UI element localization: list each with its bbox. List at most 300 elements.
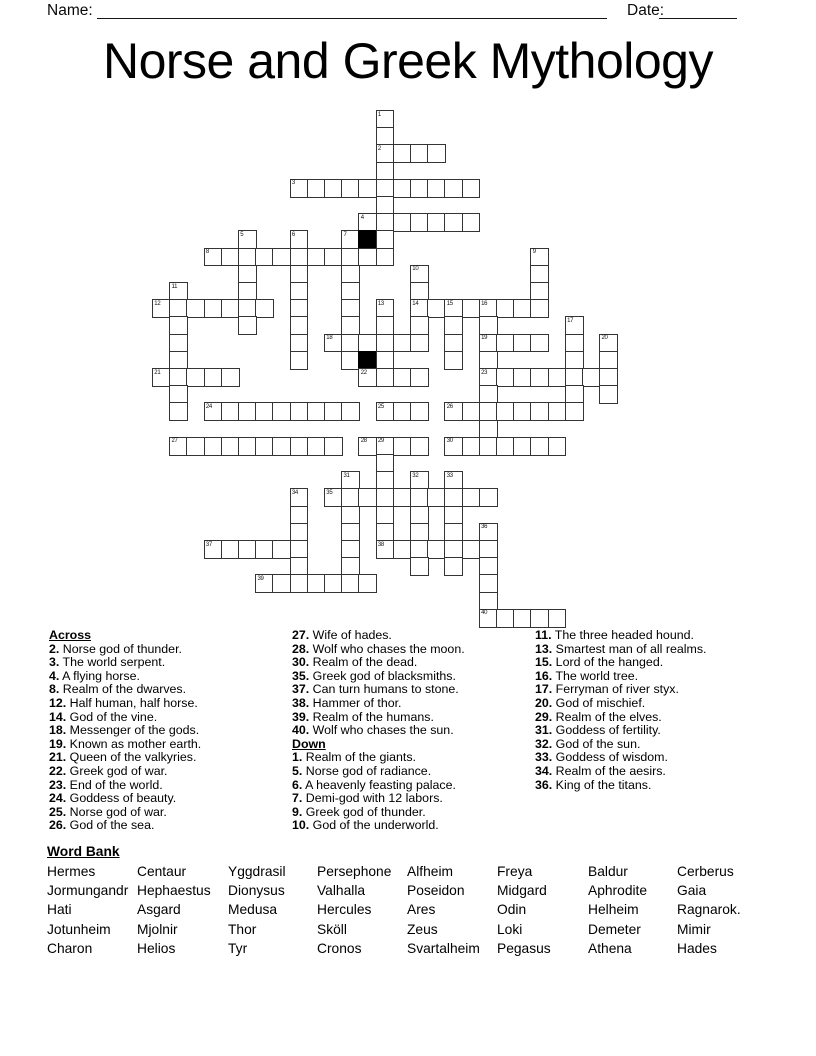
grid-cell[interactable]: [169, 282, 188, 301]
word-bank-word: Hercules: [317, 902, 372, 918]
grid-cell[interactable]: [376, 144, 395, 163]
grid-cell[interactable]: [324, 402, 343, 421]
cell-number: 39: [257, 575, 264, 582]
word-bank-word: Medusa: [228, 902, 278, 918]
grid-cell[interactable]: [376, 110, 395, 129]
grid-cell[interactable]: [496, 368, 515, 387]
clue-29: 29. Realm of the elves.: [535, 709, 662, 724]
grid-cell[interactable]: [255, 248, 274, 267]
word-bank-word: Hephaestus: [137, 882, 211, 898]
cell-number: 20: [601, 335, 608, 342]
grid-cell[interactable]: [290, 488, 309, 507]
grid-cell[interactable]: [272, 402, 291, 421]
grid-cell[interactable]: [290, 523, 309, 542]
grid-cell[interactable]: [479, 437, 498, 456]
grid-cell[interactable]: [410, 179, 429, 198]
grid-cell[interactable]: [204, 299, 223, 318]
grid-cell[interactable]: [169, 351, 188, 370]
grid-cell[interactable]: [393, 144, 412, 163]
grid-cell[interactable]: [152, 368, 171, 387]
grid-cell[interactable]: [169, 385, 188, 404]
grid-cell[interactable]: [410, 506, 429, 525]
clue-column-1: [49, 629, 201, 833]
grid-cell[interactable]: [393, 488, 412, 507]
grid-cell[interactable]: [290, 179, 309, 198]
grid-cell[interactable]: [290, 265, 309, 284]
grid-cell[interactable]: [324, 334, 343, 353]
grid-cell[interactable]: [513, 334, 532, 353]
grid-cell[interactable]: [169, 402, 188, 421]
grid-cell[interactable]: [530, 334, 549, 353]
grid-cell[interactable]: [255, 574, 274, 593]
clue-33: 33. Goddess of wisdom.: [535, 750, 668, 765]
grid-cell[interactable]: [513, 437, 532, 456]
grid-cell[interactable]: [410, 265, 429, 284]
grid-cell[interactable]: [238, 402, 257, 421]
grid-cell[interactable]: [376, 437, 395, 456]
name-blank-line[interactable]: [97, 2, 607, 19]
grid-cell[interactable]: [479, 368, 498, 387]
word-bank-word: Tyr: [228, 941, 248, 957]
grid-cell[interactable]: [410, 368, 429, 387]
grid-cell[interactable]: [376, 248, 395, 267]
cell-number: 10: [412, 266, 419, 273]
grid-cell[interactable]: [324, 488, 343, 507]
grid-cell[interactable]: [513, 609, 532, 628]
grid-cell[interactable]: [341, 248, 360, 267]
grid-cell[interactable]: [530, 248, 549, 267]
grid-cell[interactable]: [341, 334, 360, 353]
clue-35: 35. Greek god of blacksmiths.: [292, 668, 456, 683]
cell-number: 21: [154, 369, 161, 376]
grid-cell[interactable]: [444, 471, 463, 490]
grid-cell[interactable]: [479, 609, 498, 628]
grid-cell[interactable]: [204, 437, 223, 456]
grid-cell[interactable]: [565, 368, 584, 387]
grid-cell[interactable]: [530, 265, 549, 284]
grid-cell[interactable]: [376, 454, 395, 473]
grid-cell[interactable]: [152, 299, 171, 318]
word-bank-word: Sköll: [317, 921, 347, 937]
grid-cell[interactable]: [272, 248, 291, 267]
grid-cell[interactable]: [376, 351, 395, 370]
grid-cell[interactable]: [341, 282, 360, 301]
grid-cell[interactable]: [599, 368, 618, 387]
grid-cell[interactable]: [341, 316, 360, 335]
grid-cell[interactable]: [462, 488, 481, 507]
grid-cell[interactable]: [290, 506, 309, 525]
grid-cell[interactable]: [341, 523, 360, 542]
grid-cell[interactable]: [290, 248, 309, 267]
word-bank-word: Dionysus: [228, 882, 285, 898]
cell-number: 19: [481, 335, 488, 342]
grid-cell[interactable]: [444, 179, 463, 198]
grid-cell[interactable]: [548, 437, 567, 456]
grid-cell[interactable]: [255, 299, 274, 318]
grid-cell[interactable]: [530, 282, 549, 301]
word-bank-word: Ragnarok.: [677, 902, 741, 918]
clue-40: 40. Wolf who chases the sun.: [292, 723, 454, 738]
grid-cell[interactable]: [376, 506, 395, 525]
grid-cell[interactable]: [410, 488, 429, 507]
grid-cell[interactable]: [238, 230, 257, 249]
grid-cell[interactable]: [410, 540, 429, 559]
grid-cell[interactable]: [290, 282, 309, 301]
grid-cell[interactable]: [393, 540, 412, 559]
grid-cell[interactable]: [376, 162, 395, 181]
grid-cell[interactable]: [393, 213, 412, 232]
word-bank-word: Hati: [47, 902, 72, 918]
clue-9: 9. Greek god of thunder.: [292, 804, 426, 819]
grid-cell[interactable]: [548, 609, 567, 628]
grid-cell[interactable]: [462, 299, 481, 318]
grid-cell[interactable]: [427, 213, 446, 232]
down-heading: Down: [292, 736, 326, 751]
grid-cell[interactable]: [221, 368, 240, 387]
cell-number: 4: [360, 214, 364, 221]
grid-cell[interactable]: [496, 402, 515, 421]
grid-cell[interactable]: [341, 506, 360, 525]
clue-7: 7. Demi-god with 12 labors.: [292, 791, 443, 806]
grid-cell[interactable]: [238, 540, 257, 559]
grid-cell[interactable]: [238, 299, 257, 318]
grid-cell[interactable]: [255, 540, 274, 559]
grid-cell[interactable]: [341, 265, 360, 284]
cell-number: 3: [291, 180, 295, 187]
grid-cell[interactable]: [290, 402, 309, 421]
cell-number: 31: [343, 472, 350, 479]
grid-cell[interactable]: [479, 540, 498, 559]
word-bank-word: Cronos: [317, 941, 362, 957]
grid-cell[interactable]: [238, 316, 257, 335]
cell-number: 35: [326, 489, 333, 496]
clue-28: 28. Wolf who chases the moon.: [292, 641, 465, 656]
grid-cell[interactable]: [358, 179, 377, 198]
grid-cell[interactable]: [376, 402, 395, 421]
grid-cell[interactable]: [221, 437, 240, 456]
cell-number: 15: [446, 300, 453, 307]
grid-cell[interactable]: [427, 488, 446, 507]
grid-cell[interactable]: [410, 299, 429, 318]
grid-cell[interactable]: [565, 351, 584, 370]
grid-cell[interactable]: [221, 248, 240, 267]
grid-cell[interactable]: [341, 488, 360, 507]
grid-cell[interactable]: [290, 299, 309, 318]
grid-cell[interactable]: [479, 420, 498, 439]
clue-37: 37. Can turn humans to stone.: [292, 682, 459, 697]
grid-cell[interactable]: [479, 488, 498, 507]
grid-cell[interactable]: [479, 402, 498, 421]
cell-number: 17: [567, 317, 574, 324]
grid-cell[interactable]: [358, 488, 377, 507]
grid-cell[interactable]: [272, 540, 291, 559]
word-bank-word: Helios: [137, 941, 176, 957]
grid-cell[interactable]: [307, 437, 326, 456]
grid-cell[interactable]: [376, 334, 395, 353]
clue-21: 21. Queen of the valkyries.: [49, 750, 197, 765]
grid-cell[interactable]: [462, 213, 481, 232]
grid-cell[interactable]: [169, 368, 188, 387]
grid-cell[interactable]: [410, 334, 429, 353]
across-heading: Across: [49, 628, 92, 642]
grid-cell[interactable]: [290, 230, 309, 249]
grid-cell[interactable]: [582, 368, 601, 387]
grid-cell[interactable]: [530, 368, 549, 387]
grid-cell[interactable]: [599, 351, 618, 370]
grid-cell[interactable]: [548, 368, 567, 387]
grid-cell[interactable]: [479, 351, 498, 370]
grid-cell[interactable]: [169, 437, 188, 456]
grid-cell[interactable]: [290, 437, 309, 456]
grid-cell[interactable]: [324, 437, 343, 456]
grid-cell[interactable]: [255, 437, 274, 456]
grid-cell[interactable]: [444, 213, 463, 232]
date-blank-line[interactable]: [659, 2, 737, 19]
grid-cell[interactable]: [307, 248, 326, 267]
grid-cell[interactable]: [169, 316, 188, 335]
grid-cell[interactable]: [496, 437, 515, 456]
grid-cell[interactable]: [479, 592, 498, 611]
word-bank-word: Demeter: [588, 921, 641, 937]
grid-cell[interactable]: [479, 299, 498, 318]
grid-cell[interactable]: [376, 230, 395, 249]
word-bank-word: Aphrodite: [588, 882, 648, 898]
grid-cell[interactable]: [530, 609, 549, 628]
grid-cell[interactable]: [341, 557, 360, 576]
cell-number: 13: [377, 300, 384, 307]
grid-cell[interactable]: [341, 179, 360, 198]
grid-cell[interactable]: [496, 299, 515, 318]
word-bank-word: Jormungandr: [47, 882, 129, 898]
grid-cell[interactable]: [238, 248, 257, 267]
grid-cell[interactable]: [496, 334, 515, 353]
grid-cell[interactable]: [324, 248, 343, 267]
grid-cell[interactable]: [358, 574, 377, 593]
clue-17: 17. Ferryman of river styx.: [535, 682, 679, 697]
grid-cell[interactable]: [444, 506, 463, 525]
word-bank-word: Athena: [588, 941, 632, 957]
grid-cell[interactable]: [410, 437, 429, 456]
grid-cell[interactable]: [186, 437, 205, 456]
clue-23: 23. End of the world.: [49, 777, 163, 792]
grid-cell[interactable]: [376, 316, 395, 335]
grid-cell[interactable]: [513, 299, 532, 318]
clue-11: 11. The three headed hound.: [535, 628, 694, 642]
grid-cell[interactable]: [444, 316, 463, 335]
grid-cell[interactable]: [393, 368, 412, 387]
grid-cell[interactable]: [410, 557, 429, 576]
grid-cell[interactable]: [393, 334, 412, 353]
word-bank-word: Hades: [677, 941, 717, 957]
word-bank-word: Yggdrasil: [228, 863, 286, 879]
grid-cell[interactable]: [444, 557, 463, 576]
clue-13: 13. Smartest man of all realms.: [535, 641, 707, 656]
clue-34: 34. Realm of the aesirs.: [535, 763, 666, 778]
grid-cell[interactable]: [341, 351, 360, 370]
grid-cell[interactable]: [307, 179, 326, 198]
grid-cell[interactable]: [376, 299, 395, 318]
grid-cell[interactable]: [376, 179, 395, 198]
grid-cell[interactable]: [599, 334, 618, 353]
grid-cell[interactable]: [376, 196, 395, 215]
grid-cell[interactable]: [238, 282, 257, 301]
grid-cell[interactable]: [290, 557, 309, 576]
word-bank-word: Thor: [228, 921, 257, 937]
grid-cell[interactable]: [358, 248, 377, 267]
word-bank-word: Alfheim: [407, 863, 454, 879]
grid-cell[interactable]: [341, 402, 360, 421]
grid-cell[interactable]: [358, 334, 377, 353]
grid-cell[interactable]: [565, 334, 584, 353]
grid-cell[interactable]: [376, 471, 395, 490]
grid-cell[interactable]: [290, 316, 309, 335]
clue-2: 2. Norse god of thunder.: [49, 641, 182, 656]
grid-cell[interactable]: [444, 437, 463, 456]
grid-cell[interactable]: [410, 471, 429, 490]
grid-cell[interactable]: [427, 540, 446, 559]
grid-cell[interactable]: [358, 368, 377, 387]
grid-cell[interactable]: [204, 368, 223, 387]
grid-cell[interactable]: [462, 540, 481, 559]
grid-cell[interactable]: [376, 368, 395, 387]
grid-cell[interactable]: [444, 334, 463, 353]
grid-cell[interactable]: [530, 402, 549, 421]
grid-cell[interactable]: [548, 402, 567, 421]
grid-cell[interactable]: [255, 402, 274, 421]
grid-cell[interactable]: [427, 299, 446, 318]
grid-cell[interactable]: [204, 540, 223, 559]
grid-cell[interactable]: [410, 282, 429, 301]
cell-number: 38: [377, 541, 384, 548]
word-bank-word: Zeus: [407, 921, 438, 937]
cell-number: 8: [205, 249, 209, 256]
grid-cell[interactable]: [186, 368, 205, 387]
cell-number: 6: [291, 231, 295, 238]
grid-cell[interactable]: [565, 316, 584, 335]
grid-cell[interactable]: [238, 437, 257, 456]
clue-38: 38. Hammer of thor.: [292, 695, 402, 710]
grid-cell[interactable]: [444, 351, 463, 370]
grid-cell[interactable]: [307, 402, 326, 421]
grid-cell[interactable]: [513, 402, 532, 421]
grid-cell[interactable]: [307, 574, 326, 593]
grid-cell[interactable]: [513, 368, 532, 387]
clue-22: 22. Greek god of war.: [49, 763, 168, 778]
grid-cell[interactable]: [427, 179, 446, 198]
grid-cell[interactable]: [324, 574, 343, 593]
grid-cell[interactable]: [376, 213, 395, 232]
grid-cell[interactable]: [410, 316, 429, 335]
grid-cell[interactable]: [358, 213, 377, 232]
clue-32: 32. God of the sun.: [535, 736, 641, 751]
grid-cell[interactable]: [169, 299, 188, 318]
cell-number: 2: [377, 145, 381, 152]
grid-cell[interactable]: [341, 574, 360, 593]
grid-cell[interactable]: [410, 402, 429, 421]
grid-cell[interactable]: [376, 523, 395, 542]
grid-cell[interactable]: [479, 316, 498, 335]
grid-cell[interactable]: [341, 230, 360, 249]
page-title: Norse and Greek Mythology: [102, 33, 713, 89]
word-bank-word: Hermes: [47, 863, 96, 879]
grid-cell[interactable]: [324, 179, 343, 198]
grid-cell[interactable]: [444, 523, 463, 542]
cell-number: 33: [446, 472, 453, 479]
grid-cell[interactable]: [444, 402, 463, 421]
cell-number: 32: [412, 472, 419, 479]
grid-cell[interactable]: [204, 402, 223, 421]
grid-cell[interactable]: [341, 299, 360, 318]
grid-cell[interactable]: [565, 402, 584, 421]
grid-cell[interactable]: [272, 574, 291, 593]
grid-cell[interactable]: [565, 385, 584, 404]
grid-cell[interactable]: [479, 557, 498, 576]
grid-cell[interactable]: [290, 540, 309, 559]
clue-5: 5. Norse god of radiance.: [292, 763, 432, 778]
grid-cell[interactable]: [427, 144, 446, 163]
grid-cell[interactable]: [462, 437, 481, 456]
grid-cell[interactable]: [479, 334, 498, 353]
grid-cell[interactable]: [393, 402, 412, 421]
grid-cell[interactable]: [410, 144, 429, 163]
grid-cell[interactable]: [272, 437, 291, 456]
grid-cell[interactable]: [496, 609, 515, 628]
grid-cell[interactable]: [238, 265, 257, 284]
grid-cell[interactable]: [358, 437, 377, 456]
clue-10: 10. God of the underworld.: [292, 818, 439, 833]
cell-number: 14: [412, 300, 419, 307]
grid-cell[interactable]: [290, 351, 309, 370]
clue-16: 16. The world tree.: [535, 668, 639, 683]
grid-cell[interactable]: [410, 213, 429, 232]
grid-cell[interactable]: [479, 385, 498, 404]
word-bank-word: Mimir: [677, 921, 711, 937]
grid-cell[interactable]: [341, 471, 360, 490]
grid-cell[interactable]: [221, 402, 240, 421]
grid-cell[interactable]: [376, 127, 395, 146]
grid-cell[interactable]: [444, 488, 463, 507]
grid-cell[interactable]: [341, 540, 360, 559]
grid-cell[interactable]: [376, 488, 395, 507]
grid-cell[interactable]: [599, 385, 618, 404]
grid-cell[interactable]: [221, 299, 240, 318]
grid-cell[interactable]: [462, 402, 481, 421]
grid-cell[interactable]: [530, 437, 549, 456]
grid-cell[interactable]: [462, 179, 481, 198]
grid-cell[interactable]: [410, 523, 429, 542]
grid-cell[interactable]: [376, 540, 395, 559]
grid-cell[interactable]: [221, 540, 240, 559]
grid-cell[interactable]: [290, 574, 309, 593]
cell-number: 23: [481, 369, 488, 376]
grid-cell[interactable]: [186, 299, 205, 318]
word-bank-word: Midgard: [497, 882, 547, 898]
grid-cell[interactable]: [169, 334, 188, 353]
word-bank-heading: Word Bank: [47, 844, 120, 859]
grid-cell[interactable]: [393, 437, 412, 456]
cell-number: 29: [377, 438, 384, 445]
grid-cell[interactable]: [444, 299, 463, 318]
grid-cell[interactable]: [444, 540, 463, 559]
grid-cell[interactable]: [290, 334, 309, 353]
grid-cell[interactable]: [393, 179, 412, 198]
grid-cell[interactable]: [530, 299, 549, 318]
clue-12: 12. Half human, half horse.: [49, 695, 198, 710]
grid-cell[interactable]: [479, 574, 498, 593]
grid-cell[interactable]: [204, 248, 223, 267]
clue-39: 39. Realm of the humans.: [292, 709, 434, 724]
grid-cell[interactable]: [479, 523, 498, 542]
